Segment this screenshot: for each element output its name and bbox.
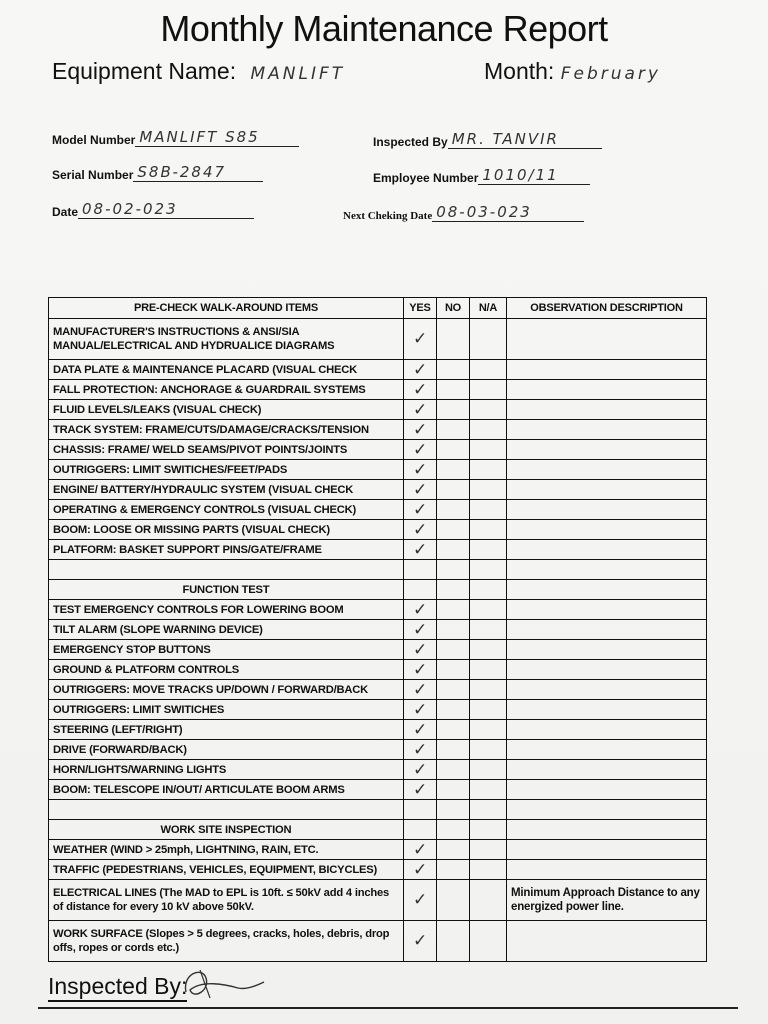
item-text: MANUFACTURER'S INSTRUCTIONS & ANSI/SIA MANUAL/ELECTRICAL AND HYDRUALICE DIAGRAMS	[49, 319, 404, 360]
precheck-row	[49, 500, 707, 520]
employee-number-value: 1010/11	[478, 166, 590, 185]
cell-na	[470, 360, 507, 380]
bottom-rule	[38, 1007, 738, 1009]
observation-cell	[507, 480, 707, 500]
model-number-value: MANLIFT S85	[135, 128, 299, 147]
cell-na	[470, 520, 507, 540]
cell-na	[470, 720, 507, 740]
blank-cell	[404, 580, 437, 600]
precheck-row	[49, 400, 707, 420]
check-mark-icon: ✓	[404, 880, 437, 921]
cell-no	[437, 860, 470, 880]
check-mark-icon: ✓	[404, 400, 437, 420]
check-mark-icon: ✓	[404, 921, 437, 962]
function-row	[49, 640, 707, 660]
cell-no	[437, 700, 470, 720]
observation-cell	[507, 540, 707, 560]
check-mark-icon: ✓	[404, 420, 437, 440]
check-mark-icon: ✓	[404, 440, 437, 460]
observation-cell	[507, 360, 707, 380]
equipment-name	[52, 58, 345, 85]
cell-na	[470, 921, 507, 962]
blank-row	[49, 560, 707, 580]
cell-na	[470, 500, 507, 520]
function-row	[49, 660, 707, 680]
precheck-row	[49, 319, 707, 360]
item-text: TRAFFIC (PEDESTRIANS, VEHICLES, EQUIPMENT, BICYCLES)	[49, 860, 404, 880]
check-mark-icon: ✓	[404, 460, 437, 480]
item-text: STEERING (LEFT/RIGHT)	[49, 720, 404, 740]
blank-cell	[49, 800, 404, 820]
function-row	[49, 740, 707, 760]
check-mark-icon: ✓	[404, 620, 437, 640]
worksite-row	[49, 840, 707, 860]
item-text: OUTRIGGERS: LIMIT SWITICHES	[49, 700, 404, 720]
check-mark-icon: ✓	[404, 540, 437, 560]
blank-cell	[507, 820, 707, 840]
check-mark-icon: ✓	[404, 780, 437, 800]
precheck-row	[49, 380, 707, 400]
precheck-row	[49, 440, 707, 460]
header-no: NO	[437, 298, 470, 319]
observation-cell	[507, 740, 707, 760]
next-checking-date-label: Next Cheking Date	[343, 210, 433, 222]
signature-label: Inspected By:	[48, 972, 187, 1002]
function-row	[49, 680, 707, 700]
cell-na	[470, 460, 507, 480]
item-text: WORK SURFACE (Slopes > 5 degrees, cracks, holes, debris, drop offs, ropes or cords etc.)	[49, 921, 404, 962]
cell-na	[470, 860, 507, 880]
employee-number-label: Employee Number	[373, 171, 479, 185]
cell-no	[437, 660, 470, 680]
worksite-row	[49, 860, 707, 880]
observation-cell	[507, 460, 707, 480]
check-mark-icon: ✓	[404, 380, 437, 400]
blank-cell	[470, 800, 507, 820]
function-row	[49, 760, 707, 780]
cell-na	[470, 380, 507, 400]
section-title: FUNCTION TEST	[49, 580, 404, 600]
cell-na	[470, 420, 507, 440]
date-label: Date	[52, 205, 79, 219]
item-text: PLATFORM: BASKET SUPPORT PINS/GATE/FRAME	[49, 540, 404, 560]
precheck-row	[49, 420, 707, 440]
cell-na	[470, 600, 507, 620]
observation-cell	[507, 520, 707, 540]
observation-cell	[507, 319, 707, 360]
cell-no	[437, 600, 470, 620]
observation-cell	[507, 840, 707, 860]
observation-cell	[507, 660, 707, 680]
check-mark-icon: ✓	[404, 740, 437, 760]
blank-cell	[404, 820, 437, 840]
cell-na	[470, 780, 507, 800]
check-mark-icon: ✓	[404, 680, 437, 700]
model-number-field	[52, 128, 299, 147]
check-mark-icon: ✓	[404, 480, 437, 500]
cell-no	[437, 380, 470, 400]
observation-cell	[507, 921, 707, 962]
blank-cell	[507, 800, 707, 820]
cell-na	[470, 760, 507, 780]
cell-no	[437, 440, 470, 460]
cell-na	[470, 440, 507, 460]
observation-cell	[507, 380, 707, 400]
inspected-by-field	[373, 130, 602, 149]
item-text: FALL PROTECTION: ANCHORAGE & GUARDRAIL SYSTEMS	[49, 380, 404, 400]
cell-no	[437, 360, 470, 380]
cell-na	[470, 640, 507, 660]
observation-cell: Minimum Approach Distance to any energized power line.	[507, 880, 707, 921]
cell-na	[470, 319, 507, 360]
item-text: OPERATING & EMERGENCY CONTROLS (VISUAL CHECK)	[49, 500, 404, 520]
item-text: BOOM: TELESCOPE IN/OUT/ ARTICULATE BOOM ARMS	[49, 780, 404, 800]
check-mark-icon: ✓	[404, 520, 437, 540]
cell-no	[437, 520, 470, 540]
observation-cell	[507, 500, 707, 520]
date-value: 08-02-023	[78, 200, 254, 219]
cell-na	[470, 540, 507, 560]
cell-no	[437, 460, 470, 480]
item-text: BOOM: LOOSE OR MISSING PARTS (VISUAL CHECK)	[49, 520, 404, 540]
cell-no	[437, 540, 470, 560]
equipment-name-value: MANLIFT	[250, 64, 346, 84]
item-text: TEST EMERGENCY CONTROLS FOR LOWERING BOOM	[49, 600, 404, 620]
cell-no	[437, 740, 470, 760]
header-na: N/A	[470, 298, 507, 319]
function-row	[49, 700, 707, 720]
blank-cell	[49, 560, 404, 580]
cell-na	[470, 660, 507, 680]
check-mark-icon: ✓	[404, 640, 437, 660]
item-text: ELECTRICAL LINES (The MAD to EPL is 10ft. ≤ 50kV add 4 inches of distance for every 10 kV above 50kV.	[49, 880, 404, 921]
function-row	[49, 600, 707, 620]
inspected-by-value: MR. TANVIR	[448, 130, 602, 149]
item-text: FLUID LEVELS/LEAKS (VISUAL CHECK)	[49, 400, 404, 420]
serial-number-field	[52, 163, 263, 182]
observation-cell	[507, 680, 707, 700]
cell-na	[470, 480, 507, 500]
item-text: HORN/LIGHTS/WARNING LIGHTS	[49, 760, 404, 780]
item-text: DRIVE (FORWARD/BACK)	[49, 740, 404, 760]
blank-cell	[404, 560, 437, 580]
cell-no	[437, 620, 470, 640]
function-row	[49, 720, 707, 740]
serial-number-label: Serial Number	[52, 168, 134, 182]
month	[484, 58, 661, 85]
blank-cell	[437, 820, 470, 840]
precheck-row	[49, 540, 707, 560]
check-mark-icon: ✓	[404, 700, 437, 720]
item-text: DATA PLATE & MAINTENANCE PLACARD (VISUAL CHECK	[49, 360, 404, 380]
item-text: CHASSIS: FRAME/ WELD SEAMS/PIVOT POINTS/JOINTS	[49, 440, 404, 460]
cell-no	[437, 921, 470, 962]
cell-no	[437, 480, 470, 500]
worksite-row	[49, 880, 707, 921]
model-number-label: Model Number	[52, 133, 136, 147]
month-label: Month:	[484, 58, 555, 84]
precheck-row	[49, 460, 707, 480]
blank-row	[49, 800, 707, 820]
check-mark-icon: ✓	[404, 840, 437, 860]
inspection-table	[48, 297, 707, 962]
check-mark-icon: ✓	[404, 500, 437, 520]
check-mark-icon: ✓	[404, 860, 437, 880]
month-value: February	[560, 64, 661, 84]
cell-no	[437, 500, 470, 520]
blank-cell	[437, 800, 470, 820]
function-row	[49, 620, 707, 640]
blank-cell	[507, 560, 707, 580]
employee-number-field	[373, 166, 590, 185]
check-mark-icon: ✓	[404, 600, 437, 620]
item-text: OUTRIGGERS: MOVE TRACKS UP/DOWN / FORWARD/BACK	[49, 680, 404, 700]
next-checking-date-value: 08-03-023	[432, 203, 584, 222]
worksite-row	[49, 921, 707, 962]
blank-cell	[404, 800, 437, 820]
precheck-row	[49, 520, 707, 540]
check-mark-icon: ✓	[404, 720, 437, 740]
header-items: PRE-CHECK WALK-AROUND ITEMS	[49, 298, 404, 319]
blank-cell	[437, 580, 470, 600]
observation-cell	[507, 600, 707, 620]
cell-no	[437, 319, 470, 360]
item-text: GROUND & PLATFORM CONTROLS	[49, 660, 404, 680]
check-mark-icon: ✓	[404, 319, 437, 360]
function-test-section	[49, 580, 707, 600]
check-mark-icon: ✓	[404, 760, 437, 780]
precheck-row	[49, 360, 707, 380]
cell-no	[437, 420, 470, 440]
observation-cell	[507, 420, 707, 440]
header-yes: YES	[404, 298, 437, 319]
inspected-by-label: Inspected By	[373, 135, 448, 149]
blank-cell	[437, 560, 470, 580]
section-title: WORK SITE INSPECTION	[49, 820, 404, 840]
precheck-row	[49, 480, 707, 500]
cell-no	[437, 640, 470, 660]
equipment-name-label: Equipment Name:	[52, 58, 237, 84]
item-text: ENGINE/ BATTERY/HYDRAULIC SYSTEM (VISUAL CHECK	[49, 480, 404, 500]
observation-cell	[507, 620, 707, 640]
item-text: WEATHER (WIND > 25mph, LIGHTNING, RAIN, ETC.	[49, 840, 404, 860]
function-row	[49, 780, 707, 800]
serial-number-value: S8B-2847	[133, 163, 263, 182]
cell-no	[437, 780, 470, 800]
cell-no	[437, 840, 470, 860]
item-text: OUTRIGGERS: LIMIT SWITICHES/FEET/PADS	[49, 460, 404, 480]
cell-no	[437, 720, 470, 740]
blank-cell	[470, 580, 507, 600]
item-text: TRACK SYSTEM: FRAME/CUTS/DAMAGE/CRACKS/TENSION	[49, 420, 404, 440]
check-mark-icon: ✓	[404, 660, 437, 680]
blank-cell	[470, 560, 507, 580]
table-header-row	[49, 298, 707, 319]
cell-na	[470, 740, 507, 760]
blank-cell	[507, 580, 707, 600]
cell-no	[437, 680, 470, 700]
cell-na	[470, 880, 507, 921]
date-field	[52, 200, 254, 219]
cell-na	[470, 620, 507, 640]
next-checking-date-field	[343, 203, 584, 222]
observation-cell	[507, 780, 707, 800]
observation-cell	[507, 760, 707, 780]
cell-na	[470, 680, 507, 700]
observation-cell	[507, 720, 707, 740]
report-title: Monthly Maintenance Report	[160, 8, 608, 49]
cell-no	[437, 760, 470, 780]
header-observation: OBSERVATION DESCRIPTION	[507, 298, 707, 319]
observation-cell	[507, 700, 707, 720]
cell-no	[437, 400, 470, 420]
item-text: EMERGENCY STOP BUTTONS	[49, 640, 404, 660]
cell-na	[470, 400, 507, 420]
work-site-section	[49, 820, 707, 840]
observation-cell	[507, 400, 707, 420]
signature-mark	[180, 962, 270, 1004]
cell-na	[470, 840, 507, 860]
observation-cell	[507, 640, 707, 660]
check-mark-icon: ✓	[404, 360, 437, 380]
observation-cell	[507, 440, 707, 460]
cell-no	[437, 880, 470, 921]
observation-cell	[507, 860, 707, 880]
item-text: TILT ALARM (SLOPE WARNING DEVICE)	[49, 620, 404, 640]
blank-cell	[470, 820, 507, 840]
cell-na	[470, 700, 507, 720]
